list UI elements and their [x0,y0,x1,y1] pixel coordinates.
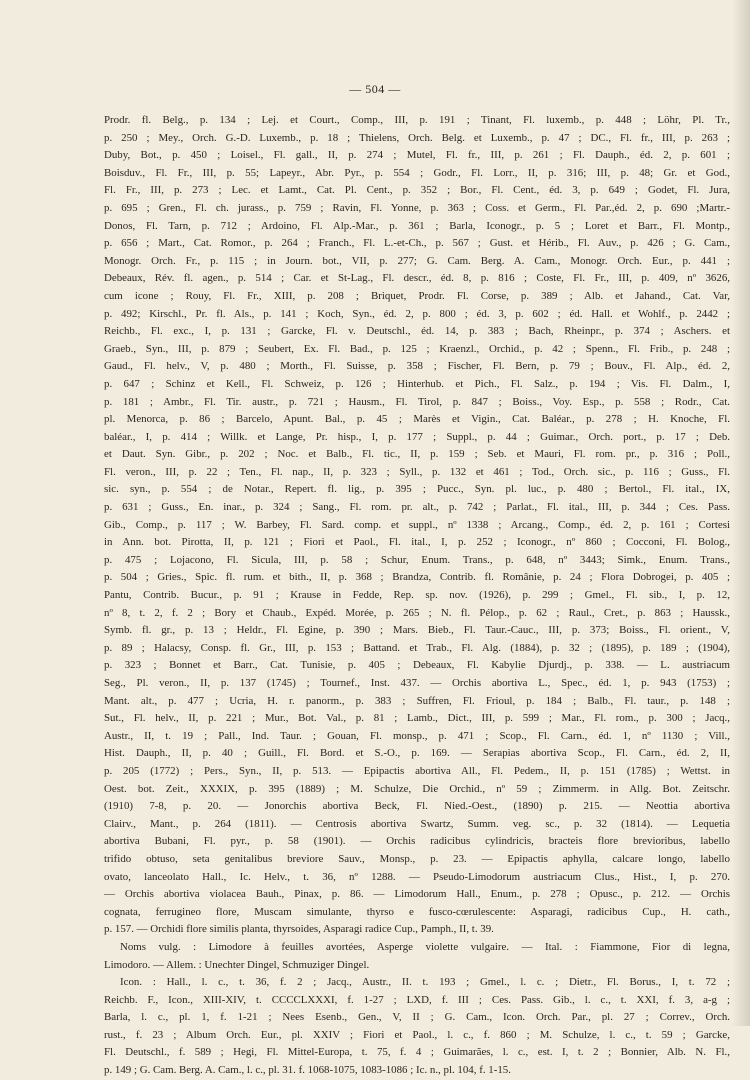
text-line: Pantu, Contrib. Bucur., p. 91 ; Krause in Fedde, Rep. sp. nov. (1926), p. 299 ; Gmel., Fl. sib., I, p. 12, [104,589,730,602]
text-line: Prodr. fl. Belg., p. 134 ; Lej. et Court., Comp., III, p. 191 ; Tinant, Fl. luxemb., p. 448 ; Löhr, Pl. Tr., [104,114,730,126]
text-line: Noms vulg. : Limodore à feuilles avortées, Asperge violette vulgaire. — Ital. : Fiammone, Fior di legna, [120,940,730,953]
text-line: Clairv., Mant., p. 264 (1811). — Centrosis abortiva Swartz, Summ. veg. sc., p. 32 (1814). — Lequetia [104,817,730,830]
text-line: in Ann. bot. Pirotta, II, p. 121 ; Fiori et Paol., Fl. ital., I, p. 252 ; Iconogr., nº 860 ; Cocconi, Fl. Bolog., [104,536,730,549]
text-line: p. 250 ; Mey., Orch. G.-D. Luxemb., p. 18 ; Thielens, Orch. Belg. et Luxemb., p. 47 ; DC., Fl. fr., III, p. 263 ; [104,131,730,144]
text-line: Limodoro. — Allem. : Unechter Dingel, Schmuziger Dingel. [104,958,370,971]
text-line: Symb. fl. gr., p. 13 ; Heldr., Fl. Egine, p. 390 ; Mars. Bieb., Fl. Taur.-Cauc., III, p. 373; Boiss., Fl. orient., V, [104,624,730,637]
text-line: p. 89 ; Halacsy, Consp. fl. Gr., III, p. 153 ; Battand. et Trab., Fl. Alg. (1884), p. 32 ; (1895), p. 189 ; (1904), [104,641,730,654]
icones-paragraph [104,974,730,1080]
page-edge-shadow [732,0,750,1026]
text-line: p. 149 ; G. Cam. Berg. A. Cam., l. c., pl. 31. f. 1068-1075, 1083-1086 ; Ic. n., pl. 104, f. 1-15. [104,1064,511,1077]
text-line: Graeb., Syn., III, p. 879 ; Seubert, Ex. Fl. Bad., p. 125 ; Kraenzl., Orchid., p. 42 ; Spenn., Fl. Frib., p. 248 ; [104,342,730,355]
text-line: baléar., I, p. 414 ; Willk. et Lange, Pr. hisp., I, p. 177 ; Suppl., p. 44 ; Guimar., Orch. port., p. 17 ; Deb. [104,430,730,443]
text-line: p. 157. — Orchidi flore similis planta, thyrsoides, Asparagi radice Cup., Pamph., II, t. 39. [104,923,494,936]
text-line: nº 8, t. 2, f. 2 ; Bory et Chaub., Expéd. Morée, p. 265 ; N. fl. Pélop., p. 62 ; Raul., Cret., p. 863 ; Haussk., [104,606,730,619]
text-line: Reichb. F., Icon., XIII-XIV, t. CCCCLXXXI, f. 1-27 ; LXD, f. III ; Ces. Pass. Gib., l. c., t. XXI, f. 3, a-g ; [104,993,730,1006]
text-line: Debeaux, Rév. fl. agen., p. 514 ; Car. et St-Lag., Fl. descr., éd. 8, p. 816 ; Coste, Fl. Fr., III, p. 409, nº 3626, [104,272,730,285]
text-line: Fl. Deutschl., f. 589 ; Hegi, Fl. Mittel-Europa, t. 75, f. 4 ; Guimarães, l. c., est. I, t. 2 ; Bonnier, Alb. N. Fl., [104,1046,730,1059]
page-number: — 504 — [349,82,401,96]
text-line: abortiva Bubani, Fl. pyr., p. 58 (1901). — Orchis radicibus cylindricis, bracteis flore brevioribus, labello [104,835,730,848]
text-line: Duby, Bot., p. 450 ; Loisel., Fl. gall., II, p. 274 ; Mutel, Fl. fr., III, p. 261 ; Fl. Dauph., éd. 2, p. 601 ; [104,149,730,162]
text-line: — Orchis abortiva violacea Bauh., Pinax, p. 86. — Limodorum Hall., Enum., p. 278 ; Opusc., p. 212. — Orchis [104,888,730,901]
text-line: pl. Menorca, p. 86 ; Barcelo, Apunt. Bal., p. 45 ; Marès et Vigin., Cat. Baléar., p. 278 ; H. Knoche, Fl. [104,413,730,426]
text-line: Gaud., Fl. helv., V, p. 480 ; Morth., Fl. Suisse, p. 358 ; Fischer, Fl. Bern, p. 79 ; Bouv., Fl. Alp., éd. 2, [104,360,730,373]
text-line: p. 695 ; Gren., Fl. ch. jurass., p. 759 ; Ravin, Fl. Yonne, p. 363 ; Coss. et Germ., Fl. Par.,éd. 2, p. 690 ;Martr.- [104,201,730,214]
text-line: Boisduv., Fl. Fr., III, p. 55; Lapeyr., Abr. Pyr., p. 554 ; Godr., Fl. Lorr., II, p. 316; III, p. 48; Gr. et God., [104,166,730,179]
text-line: p. 323 ; Bonnet et Barr., Cat. Tunisie, p. 405 ; Debeaux, Fl. Kabylie Djurdj., p. 338. — L. austriacum [104,659,730,672]
text-line: Donos, Fl. Tarn, p. 712 ; Ardoino, Fl. Alp.-Mar., p. 361 ; Barla, Iconogr., p. 5 ; Loret et Barr., Fl. Montp., [104,219,730,232]
text-line: p. 504 ; Gries., Spic. fl. rum. et bith., II, p. 368 ; Brandza, Contrib. fl. Românie, p. 24 ; Flora Dobrogei, p. 405 ; [104,571,730,584]
text-line: ovato, lanceolato Hall., Ic. Helv., t. 36, nº 1288. — Pseudo-Limodorum austriacum Clus., Hist., I, p. 270. [104,870,730,883]
text-line: Seg., Pl. veron., II, p. 137 (1745) ; Tournef., Inst. 437. — Orchis abortiva L., Spec., éd. 1, p. 943 (1753) ; [104,677,730,689]
text-line: Oest. bot. Zeit., XXXIX, p. 395 (1889) ; M. Schulze, Die Orchid., nº 59 ; Zimmerm. in Allg. Bot. Zeitschr. [104,782,730,795]
text-line: rust., f. 23 ; Album Orch. Eur., pl. XXIV ; Fiori et Paol., l. c., f. 860 ; M. Schulze, l. c., t. 59 ; Garcke, [104,1028,730,1041]
text-line: p. 631 ; Guss., En. inar., p. 324 ; Sang., Fl. rom. pr. alt., p. 742 ; Parlat., Fl. ital., III, p. 344 ; Ces. Pass. [104,501,730,514]
text-line: p. 181 ; Ambr., Fl. Tir. austr., p. 721 ; Hausm., Fl. Tirol, p. 847 ; Boiss., Voy. Esp., p. 558 ; Rodr., Cat. [104,395,730,408]
text-line: p. 656 ; Mart., Cat. Romor., p. 264 ; Franch., Fl. L.-et-Ch., p. 567 ; Gust. et Hérib., Fl. Auv., p. 426 ; G. Cam., [104,237,730,250]
text-line: Mant. alt., p. 477 ; Ucria, H. r. panorm., p. 383 ; Suffren, Fl. Frioul, p. 184 ; Balb., Fl. taur., p. 148 ; [104,694,730,707]
text-line: cognata, ferrugineo flore, Muscam simulante, thyrso e fusco-cœrulescente: Asparagi, radicibus Cup., H. cath., [104,905,730,918]
text-line: Reichb., Fl. exc., I, p. 131 ; Garcke, Fl. v. Deutschl., éd. 14, p. 383 ; Bach, Rheinpr., p. 374 ; Aschers. et [104,325,730,338]
text-line: p. 492; Kirschl., Pr. fl. Als., p. 141 ; Koch, Syn., éd. 2, p. 800 ; éd. 3, p. 602 ; éd. Hall. et Wohlf., p. 2442 ; [104,307,730,320]
text-line: p. 475 ; Lojacono, Fl. Sicula, III, p. 58 ; Schur, Enum. Trans., p. 648, nº 3443; Simk., Enum. Trans., [104,553,730,566]
text-line: Austr., II, t. 19 ; Pall., Ind. Taur. ; Gouan, Fl. monsp., p. 471 ; Scop., Fl. Carn., éd. 1, nº 1130 ; Vill., [104,729,730,742]
text-line: cum icone ; Rouy, Fl. Fr., XIII, p. 208 ; Briquet, Prodr. Fl. Corse, p. 389 ; Alb. et Jahand., Cat. Var, [104,289,730,302]
text-line: Gib., Comp., p. 117 ; W. Barbey, Fl. Sard. comp. et suppl., nº 1338 ; Arcang., Comp., éd. 2, p. 161 ; Cortesi [104,518,730,531]
text-line: Monogr. Orch. Fr., p. 115 ; in Journ. bot., VII, p. 277; G. Cam. Berg. A. Cam., Monogr. Orch. Eur., p. 441 ; [104,254,730,267]
text-line: Fl. veron., III, p. 22 ; Ten., Fl. nap., II, p. 323 ; Syll., p. 132 et 461 ; Tod., Orch. sic., p. 116 ; Guss., Fl. [104,465,730,478]
text-line: Barla, l. c., pl. 1, f. 1-21 ; Nees Esenb., Gen., V, II ; G. Cam., Icon. Orch. Par., pl. 27 ; Correv., Orch. [104,1011,730,1024]
text-line: Fl. Fr., III, p. 273 ; Lec. et Lamt., Cat. Pl. Cent., p. 352 ; Bor., Fl. Cent., éd. 3, p. 649 ; Godet, Fl. Jura, [104,184,730,197]
text-line: Hist. Dauph., II, p. 40 ; Guill., Fl. Bord. et S.-O., p. 169. — Serapias abortiva Scop., Fl. Carn., éd. 2, II, [104,747,730,760]
text-line: Icon. : Hall., l. c., t. 36, f. 2 ; Jacq., Austr., II. t. 193 ; Gmel., l. c. ; Dietr., Fl. Borus., I, t. 72 ; [120,976,730,989]
text-line: et Daut. Syn. Gibr., p. 202 ; Noc. et Balb., Fl. tic., II, p. 159 ; Seb. et Mauri, Fl. rom. pr., p. 316 ; Poll., [104,448,730,461]
text-line: sic. syn., p. 554 ; de Notar., Repert. fl. lig., p. 395 ; Pucc., Syn. pl. luc., p. 480 ; Bertol., Fl. ital., IX, [104,483,730,496]
bibliography-paragraph [104,112,730,939]
text-line: p. 205 (1772) ; Pers., Syn., II, p. 513. — Epipactis abortiva All., Fl. Pedem., II, p. 151 (1785) ; Wettst. in [104,764,730,777]
text-line: p. 647 ; Schinz et Kell., Fl. Schweiz, p. 126 ; Hinterhub. et Pich., Fl. Salz., p. 194 ; Vis. Fl. Dalm., I, [104,377,730,390]
text-line: (1910) 7-8, p. 20. — Jonorchis abortiva Beck, Fl. Nied.-Oest., (1890) p. 215. — Neottia abortiva [104,800,730,813]
text-line: trifido obtuso, seta genitalibus breviore Sauv., Monsp., p. 23. — Epipactis aphylla, calcare longo, labello [104,852,730,865]
page-body [104,112,730,1080]
vernacular-names-paragraph [104,939,730,974]
text-line: Sut., Fl. helv., II, p. 221 ; Mur., Bot. Val., p. 81 ; Lamb., Dict., III, p. 599 ; Mar., Fl. rom., p. 300 ; Jacq., [104,712,730,725]
